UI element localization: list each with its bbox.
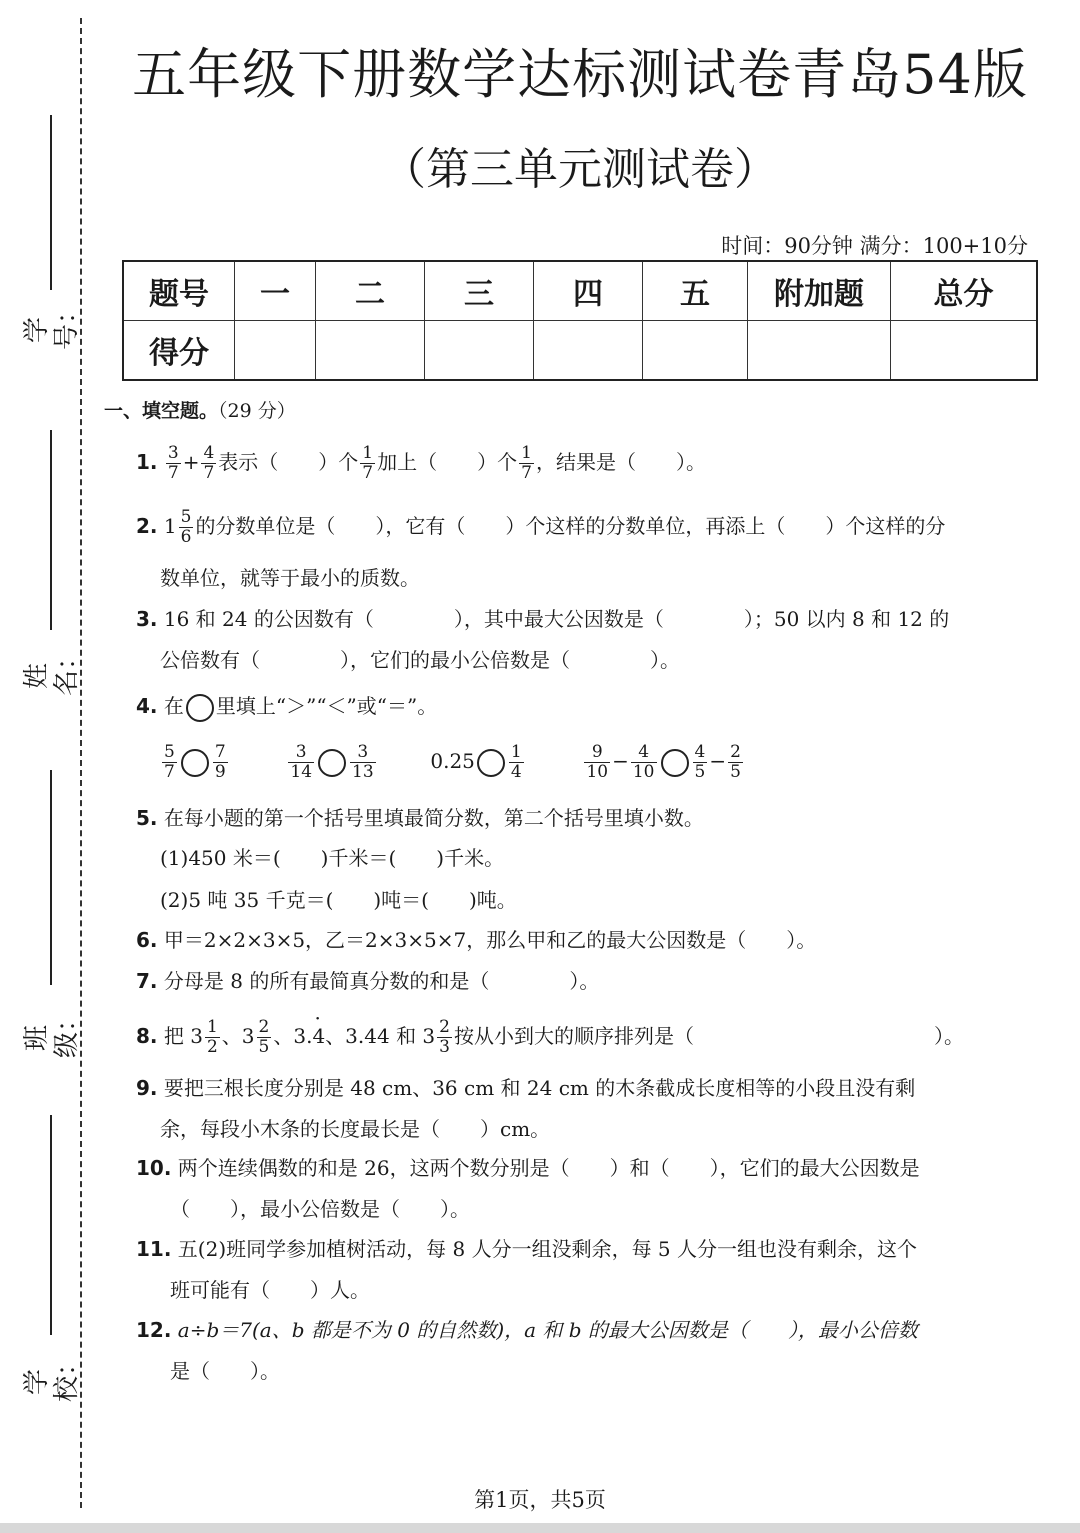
- compare-circle-icon[interactable]: [661, 749, 689, 777]
- name-label: 姓名：: [22, 643, 82, 696]
- question-3: 3. 16 和 24 的公因数有（ ），其中最大公因数是（ ）；50 以内 8 和 12 的: [136, 607, 950, 631]
- question-9: 9. 要把三根长度分别是 48 cm、36 cm 和 24 cm 的木条截成长度相等的小段且没有剩: [136, 1076, 916, 1100]
- comparison-row: $\frac{5}{7}$ $\frac{7}{9}$ $\frac{3}{14}$ $\frac{3}{13}$ 0.25 $\frac{1}{4}$ $\frac{9}{10}$ − $\frac{4}{10}$ $\frac{4}{5}$ − $\frac{2}{5}$: [164, 742, 741, 782]
- school-line: [50, 1115, 52, 1335]
- question-12-continued: 是（ ）。: [170, 1359, 280, 1383]
- question-7: 7. 分母是 8 的所有最简真分数的和是（ ）。: [136, 969, 600, 993]
- compare-circle-icon[interactable]: [318, 749, 346, 777]
- question-5-part-2: (2)5 吨 35 千克＝( )吨＝( )吨。: [160, 888, 517, 912]
- student-id-label: 学号：: [22, 297, 82, 350]
- question-3-continued: 公倍数有（ ），它们的最小公倍数是（ ）。: [160, 648, 680, 672]
- score-cell[interactable]: [643, 321, 748, 381]
- score-cell[interactable]: [316, 321, 425, 381]
- question-4: 4. 在 里填上“＞”“＜”或“＝”。: [136, 691, 437, 722]
- name-line: [50, 430, 52, 630]
- score-header-cell: 一: [235, 261, 316, 321]
- question-11: 11. 五(2)班同学参加植树活动，每 8 人分一组没剩余，每 5 人分一组也没有剩余，这个: [136, 1237, 918, 1261]
- fraction: $\frac{3}{7}$: [167, 443, 179, 483]
- score-cell[interactable]: [425, 321, 534, 381]
- class-label: 班级：: [22, 1005, 82, 1058]
- section-heading: 一、填空题。（29 分）: [104, 400, 296, 422]
- question-12: 12. a÷b＝7(a、b 都是不为 0 的自然数)，a 和 b 的最大公因数是（ ），最小公倍数: [136, 1318, 918, 1342]
- score-header-cell: 三: [425, 261, 534, 321]
- score-table: [122, 260, 1038, 381]
- student-id-line: [50, 115, 52, 290]
- score-table-score-row: [123, 321, 1037, 381]
- time-info: 时间：90分钟 满分：100+10分: [721, 234, 1028, 258]
- question-6: 6. 甲＝2×2×3×5，乙＝2×3×5×7，那么甲和乙的最大公因数是（ ）。: [136, 928, 817, 952]
- binding-dashed-line: [80, 18, 82, 1508]
- question-10: 10. 两个连续偶数的和是 26，这两个数分别是（ ）和（ ），它们的最大公因数是: [136, 1156, 920, 1180]
- question-5-part-1: (1)450 米＝( )千米＝( )千米。: [160, 846, 505, 870]
- score-header-cell: 附加题: [748, 261, 891, 321]
- page-title: 五年级下册数学达标测试卷青岛54版: [132, 43, 1028, 106]
- score-table-header-row: [123, 261, 1037, 321]
- class-line: [50, 770, 52, 985]
- fraction: $\frac{1}{7}$: [521, 443, 532, 483]
- score-header-cell: 五: [643, 261, 748, 321]
- score-row-label: 得分: [123, 321, 235, 381]
- page-subtitle: （第三单元测试卷）: [382, 144, 778, 195]
- score-cell[interactable]: [534, 321, 643, 381]
- question-5: 5. 在每小题的第一个括号里填最简分数，第二个括号里填小数。: [136, 806, 704, 830]
- repeating-digit: · 4: [312, 1021, 325, 1051]
- compare-circle-icon: [186, 694, 214, 722]
- question-2-continued: 数单位，就等于最小的质数。: [160, 566, 420, 590]
- bottom-bar: [0, 1523, 1080, 1533]
- fraction: $\frac{1}{7}$: [362, 443, 374, 483]
- school-label: 学校：: [22, 1349, 82, 1402]
- fraction: $\frac{4}{7}$: [203, 443, 215, 483]
- compare-circle-icon[interactable]: [181, 749, 209, 777]
- question-1: 1. $\frac{3}{7}$ + $\frac{4}{7}$ 表示（ ）个 $\frac{1}{7}$ 加上（ ）个 $\frac{1}{7}$ ，结果是（ ）。: [136, 443, 706, 483]
- fraction: $\frac{5}{6}$: [180, 507, 192, 547]
- page-footer: 第1页，共5页: [474, 1488, 606, 1512]
- score-header-cell: 二: [316, 261, 425, 321]
- score-cell[interactable]: [748, 321, 891, 381]
- question-8: 8. 把 3 $\frac{1}{2}$ 、3 $\frac{2}{5}$ 、3.· 4、3.44 和 3 $\frac{2}{3}$ 按从小到大的顺序排列是（ ）。: [136, 1018, 964, 1057]
- question-10-continued: （ ），最小公倍数是（ ）。: [170, 1197, 470, 1221]
- question-11-continued: 班可能有（ ）人。: [170, 1278, 370, 1302]
- score-cell[interactable]: [235, 321, 316, 381]
- score-header-cell: 四: [534, 261, 643, 321]
- score-cell[interactable]: [891, 321, 1038, 381]
- score-header-cell: 总分: [891, 261, 1038, 321]
- question-2: 2. 1 $\frac{5}{6}$ 的分数单位是（ ），它有（ ）个这样的分数单位，再添上（ ）个这样的分: [136, 507, 946, 547]
- score-header-cell: 题号: [123, 261, 235, 321]
- question-9-continued: 余，每段小木条的长度最长是（ ）cm。: [160, 1117, 551, 1141]
- compare-circle-icon[interactable]: [477, 749, 505, 777]
